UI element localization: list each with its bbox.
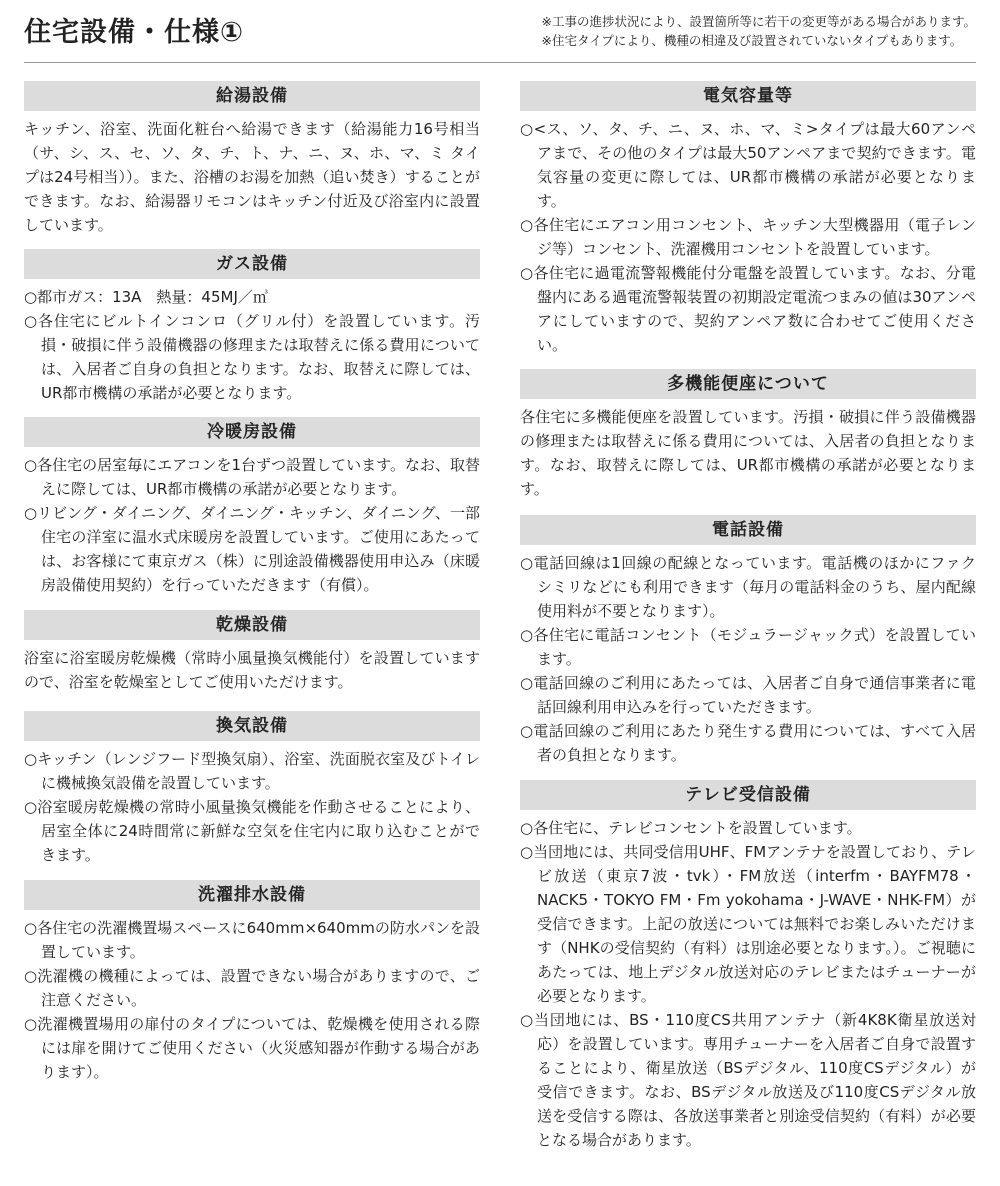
list-item: ○都市ガス：13A 熱量：45MJ／㎥ <box>24 288 268 306</box>
list-item: ○洗濯機の機種によっては、設置できない場合がありますので、ご注意ください。 <box>24 967 480 1009</box>
section-heading: 冷暖房設備 <box>24 417 480 447</box>
list-item: ○各住宅に電話コンセント（モジュラージャック式）を設置しています。 <box>520 626 976 668</box>
list-item: ○浴室暖房乾燥機の常時小風量換気機能を作動させることにより、居室全体に24時間常に新鮮な空気を住宅内に取り込むことができます。 <box>24 798 480 864</box>
list-item: ○キッチン（レンジフード型換気扇）、浴室、洗面脱衣室及びトイレに機械換気設備を設置しています。 <box>24 750 480 792</box>
list-item: ○各住宅にエアコン用コンセント、キッチン大型機器用（電子レンジ等）コンセント、洗濯機用コンセントを設置しています。 <box>520 216 976 258</box>
section-gas <box>24 249 480 405</box>
section-ventilation <box>24 711 480 867</box>
section-heating <box>24 417 480 597</box>
list-item: ○<ス、ソ、タ、チ、ニ、ヌ、ホ、マ、ミ>タイプは最大60アンペアまで、その他のタイプは最大50アンペアまで契約できます。電気容量の変更に際しては、UR都市機構の承諾が必要となります。 <box>520 120 976 210</box>
section-text: 浴室に浴室暖房乾燥機（常時小風量換気機能付）を設置していますので、浴室を乾燥室としてご使用いただけます。 <box>24 649 480 691</box>
section-toilet <box>520 369 976 501</box>
section-tv <box>520 780 976 1152</box>
list-item: ○電話回線のご利用にあたっては、入居者ご自身で通信事業者に電話回線利用申込みを行っていただきます。 <box>520 674 976 716</box>
page-title: 住宅設備・仕様① <box>24 17 244 48</box>
section-electric <box>520 81 976 357</box>
section-heading: 多機能便座について <box>520 369 976 399</box>
list-item: ○洗濯機置場用の扉付のタイプについては、乾燥機を使用される際には扉を開けてご使用ください（火災感知器が作動する場合があります）。 <box>24 1015 480 1081</box>
section-heading: 換気設備 <box>24 711 480 741</box>
section-heading: 乾燥設備 <box>24 610 480 640</box>
header-divider <box>24 62 976 63</box>
list-item: ○当団地には、BS・110度CS共用アンテナ（新4K8K衛星放送対応）を設置しています。専用チューナーを入居者ご自身で設置することにより、衛星放送（BSデジタル、110度CSデジタル）が受信できます。なお、BSデジタル放送及び110度CSデジタル放送を受信する際は、各放送事業者と別途受信契約（有料）が必要となる場合があります。 <box>520 1011 976 1149</box>
list-item: ○各住宅に過電流警報機能付分電盤を設置しています。なお、分電盤内にある過電流警報装置の初期設定電流つまみの値は30アンペアにしていますので、契約アンペア数に合わせてご使用ください。 <box>520 264 976 354</box>
section-phone <box>520 515 976 767</box>
list-item: ○各住宅の居室毎にエアコンを1台ずつ設置しています。なお、取替えに際しては、UR都市機構の承諾が必要となります。 <box>24 456 480 498</box>
section-heading: 洗濯排水設備 <box>24 880 480 910</box>
list-item: ○各住宅にビルトインコンロ（グリル付）を設置しています。汚損・破損に伴う設備機器の修理または取替えに係る費用については、入居者ご自身の負担となります。なお、取替えに際しては、UR都市機構の承諾が必要となります。 <box>24 312 480 402</box>
section-heading: テレビ受信設備 <box>520 780 976 810</box>
list-item: ○電話回線は1回線の配線となっています。電話機のほかにファクシミリなどにも利用できます（毎月の電話料金のうち、屋内配線使用料が不要となります）。 <box>520 554 976 620</box>
list-item: ○リビング・ダイニング、ダイニング・キッチン、ダイニング、一部住宅の洋室に温水式床暖房を設置しています。ご使用にあたっては、お客様にて東京ガス（株）に別途設備機器使用申込み（床暖房設備使用契約）を行っていただきます（有償）。 <box>24 504 480 594</box>
header-notes <box>542 12 976 50</box>
section-text: キッチン、浴室、洗面化粧台へ給湯できます（給湯能力16号相当（サ、シ、ス、セ、ソ、タ、チ、ト、ナ、ニ、ヌ、ホ、マ、ミ タイプは24号相当））。また、浴槽のお湯を加熱（追い焚き）することができます。なお、給湯器リモコンはキッチン付近及び浴室内に設置しています。 <box>24 120 480 234</box>
section-heading: ガス設備 <box>24 249 480 279</box>
section-dryer <box>24 610 480 694</box>
list-item: ○各住宅の洗濯機置場スペースに640mm×640mmの防水パンを設置しています。 <box>24 919 480 961</box>
list-item: ○当団地には、共同受信用UHF、FMアンテナを設置しており、テレビ放送（東京7波・tvk）・FM放送（interfm・BAYFM78・NACK5・TOKYO FM・Fm yokohama・J-WAVE・NHK-FM）が受信できます。上記の放送については無料でお楽しみいただけます（NHKの受信契約（有料）は別途必要となります。）。ご視聴にあたっては、地上デジタル放送対応のテレビまたはチューナーが必要となります。 <box>520 843 976 1005</box>
section-laundry <box>24 880 480 1084</box>
section-heading: 給湯設備 <box>24 81 480 111</box>
section-text: 各住宅に多機能便座を設置しています。汚損・破損に伴う設備機器の修理または取替えに係る費用については、入居者の負担となります。なお、取替えに際しては、UR都市機構の承諾が必要となります。 <box>520 408 976 498</box>
list-item: ○電話回線のご利用にあたり発生する費用については、すべて入居者の負担となります。 <box>520 722 976 764</box>
list-item: ○各住宅に、テレビコンセントを設置しています。 <box>520 819 862 837</box>
header-note: ※工事の進捗状況により、設置箇所等に若干の変更等がある場合があります。 <box>541 14 976 29</box>
header-note: ※住宅タイプにより、機種の相違及び設置されていないタイプもあります。 <box>541 33 963 48</box>
page-header <box>24 0 976 60</box>
section-heading: 電話設備 <box>520 515 976 545</box>
section-hot-water <box>24 81 480 237</box>
section-heading: 電気容量等 <box>520 81 976 111</box>
